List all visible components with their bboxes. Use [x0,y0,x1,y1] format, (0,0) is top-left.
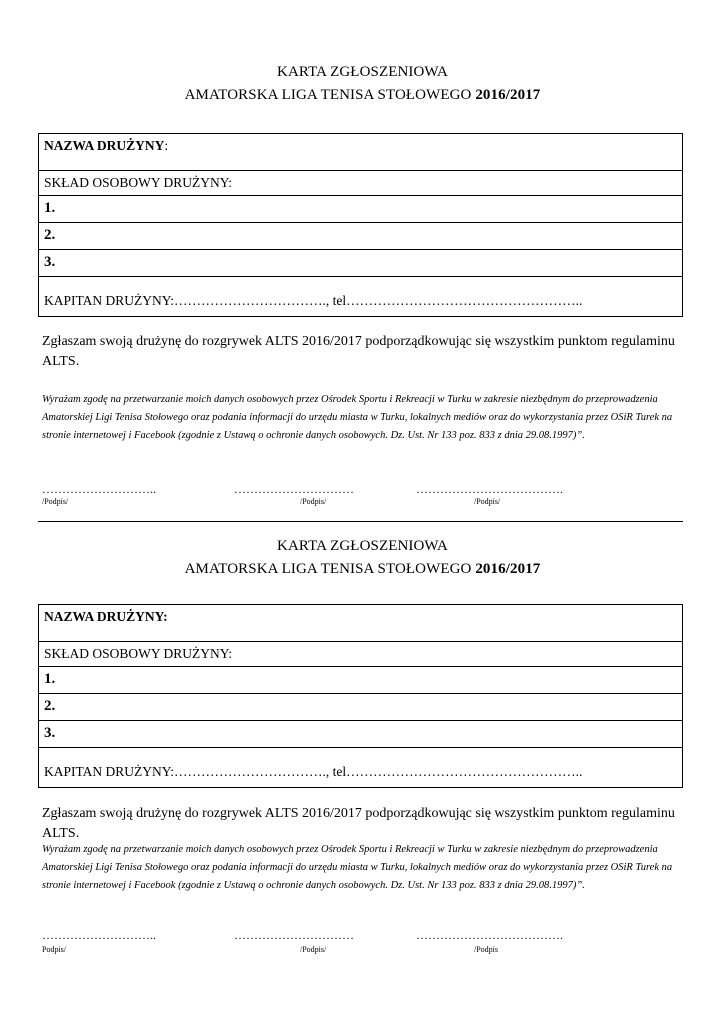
signature-line-2[interactable]: ………………………… [234,928,354,942]
signature-line-3[interactable]: ………………………………. [416,482,563,496]
player-3-field[interactable]: 3. [39,250,682,277]
season: 2016/2017 [475,561,541,577]
player-2-field[interactable]: 2. [39,694,682,721]
form-title: KARTA ZGŁOSZENIOWA [277,538,448,554]
registration-table [38,604,683,788]
player-1-field[interactable]: 1. [39,196,682,223]
signature-label-3: /Podpis [474,945,499,954]
team-name-field[interactable] [39,605,682,642]
squad-label: SKŁAD OSOBOWY DRUŻYNY: [39,171,682,196]
season: 2016/2017 [475,87,541,103]
signature-line-1[interactable]: ……………………….. [42,482,156,496]
team-name-colon: : [164,138,169,153]
signature-label-1: Podpis/ [42,945,67,954]
player-2-field[interactable]: 2. [39,223,682,250]
player-1-field[interactable]: 1. [39,667,682,694]
declaration-text: Zgłaszam swoją drużynę do rozgrywek ALTS 2016/2017 podporządkowując się wszystkim punktom regulaminu ALTS. [42,806,675,841]
signature-line-2[interactable]: ………………………… [234,482,354,496]
captain-field[interactable]: KAPITAN DRUŻYNY:……………………………., tel…………………………………………….. [44,764,583,779]
consent-text: Wyrażam zgodę na przetwarzanie moich danych osobowych przez Ośrodek Sportu i Rekreacji w Turku w zakresie niezbędnym do przeprowadzenia Amatorskiej Ligi Tenisa Stołowego oraz podania informacji do urzędu miasta w Turku, lokalnych mediów oraz do wykorzystania przez OSiR Turek na stronie internetowej i Facebook (zgodnie z Ustawą o ochronie danych osobowych. Dz. Ust. Nr 133 poz. 833 z dnia 29.08.1997)”. [42,844,673,891]
declaration-text: Zgłaszam swoją drużynę do rozgrywek ALTS 2016/2017 podporządkowując się wszystkim punktom regulaminu ALTS. [42,334,675,369]
team-name-label: NAZWA DRUŻYNY [44,138,165,153]
form-title: KARTA ZGŁOSZENIOWA [277,64,448,80]
cut-divider [38,521,683,522]
form-subtitle [0,87,725,104]
signature-label-2: /Podpis/ [300,497,327,506]
league-name: AMATORSKA LIGA TENISA STOŁOWEGO [184,561,472,577]
league-name: AMATORSKA LIGA TENISA STOŁOWEGO [184,87,472,103]
signature-label-1: /Podpis/ [42,497,69,506]
team-name-field[interactable] [39,134,682,171]
signature-label-2: /Podpis/ [300,945,327,954]
signature-line-1[interactable]: ……………………….. [42,928,156,942]
form-subtitle [0,561,725,578]
squad-label: SKŁAD OSOBOWY DRUŻYNY: [39,642,682,667]
signature-label-3: /Podpis/ [474,497,501,506]
consent-text: Wyrażam zgodę na przetwarzanie moich danych osobowych przez Ośrodek Sportu i Rekreacji w Turku w zakresie niezbędnym do przeprowadzenia Amatorskiej Ligi Tenisa Stołowego oraz podania informacji do urzędu miasta w Turku, lokalnych mediów oraz do wykorzystania przez OSiR Turek na stronie internetowej i Facebook (zgodnie z Ustawą o ochronie danych osobowych. Dz. Ust. Nr 133 poz. 833 z dnia 29.08.1997)”. [42,394,673,441]
player-3-field[interactable]: 3. [39,721,682,748]
registration-table [38,133,683,317]
signature-line-3[interactable]: ………………………………. [416,928,563,942]
captain-field[interactable]: KAPITAN DRUŻYNY:……………………………., tel…………………………………………….. [44,293,583,308]
team-name-label: NAZWA DRUŻYNY: [44,609,168,624]
